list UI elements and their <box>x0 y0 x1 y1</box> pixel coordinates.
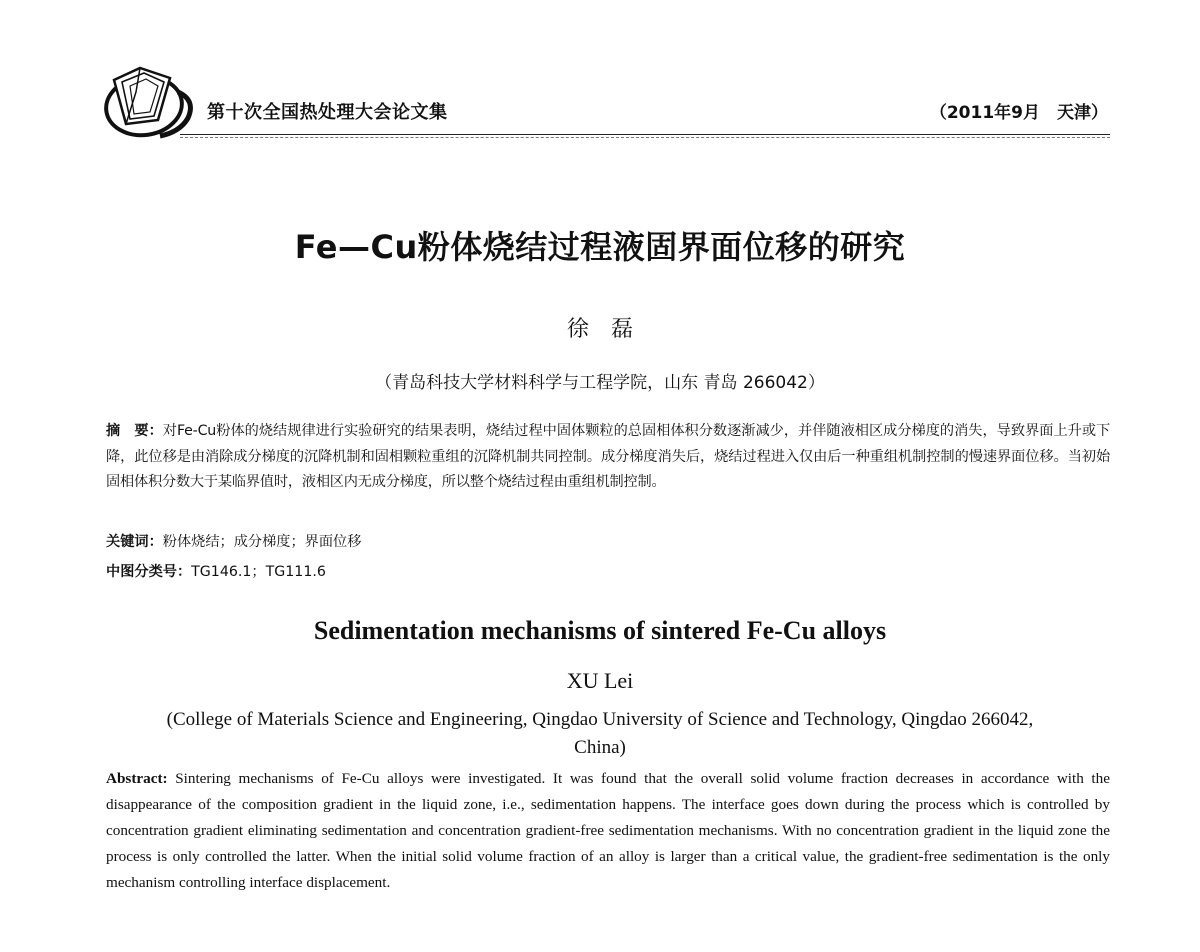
paper-title-cn: Fe—Cu粉体烧结过程液固界面位移的研究 <box>294 228 906 266</box>
classification-cn <box>106 561 326 581</box>
affiliation-en: (College of Materials Science and Engineering, Qingdao University of Science and Technology, Qingdao 266042, China) <box>166 709 1034 758</box>
affiliation-cn: （青岛科技大学材料科学与工程学院，山东 青岛 266042） <box>375 373 825 393</box>
proceedings-date-place: （2011年9月 天津） <box>929 103 1108 123</box>
keywords-cn <box>106 531 361 551</box>
abstract-cn-label: 摘 要： <box>106 423 163 439</box>
abstract-en-label: Abstract: <box>106 770 168 787</box>
abstract-en <box>106 766 1110 896</box>
abstract-cn <box>106 419 1110 496</box>
page-header <box>100 58 1110 148</box>
proceedings-title: 第十次全国热处理大会论文集 <box>207 102 448 123</box>
author-en: XU Lei <box>566 668 634 693</box>
author-cn: 徐磊 <box>566 317 655 342</box>
keywords-cn-text: 粉体烧结；成分梯度；界面位移 <box>162 534 362 550</box>
proceedings-logo-icon <box>100 62 200 142</box>
header-rule <box>180 134 1110 138</box>
classification-cn-label: 中图分类号： <box>106 564 192 580</box>
classification-cn-text: TG146.1；TG111.6 <box>191 564 326 580</box>
abstract-cn-text: 对Fe-Cu粉体的烧结规律进行实验研究的结果表明，烧结过程中固体颗粒的总固相体积分数逐渐减少，并伴随液相区成分梯度的消失，导致界面上升或下降，此位移是由消除成分梯度的沉降机制和固相颗粒重组的沉降机制共同控制。成分梯度消失后，烧结过程进入仅由后一种重组机制控制的慢速界面位移。当初始固相体积分数大于某临界值时，液相区内无成分梯度，所以整个烧结过程由重组机制控制。 <box>106 423 1110 490</box>
keywords-cn-label: 关键词： <box>106 534 163 550</box>
abstract-en-text: Sintering mechanisms of Fe-Cu alloys were investigated. It was found that the overall solid volume fraction decreases in accordance with the disappearance of the composition gradient in the liquid zone, i.e., sedimentation happens. The interface goes down during the process which is controlled by concentration gradient eliminating sedimentation and concentration gradient-free sedimentation mechanisms. With no concentration gradient in the liquid zone the process is only controlled the latter. When the initial solid volume fraction of an alloy is larger than a critical value, the gradient-free sedimentation is the only mechanism controlling interface displacement. <box>106 770 1110 891</box>
paper-title-en: Sedimentation mechanisms of sintered Fe-Cu alloys <box>313 616 887 645</box>
